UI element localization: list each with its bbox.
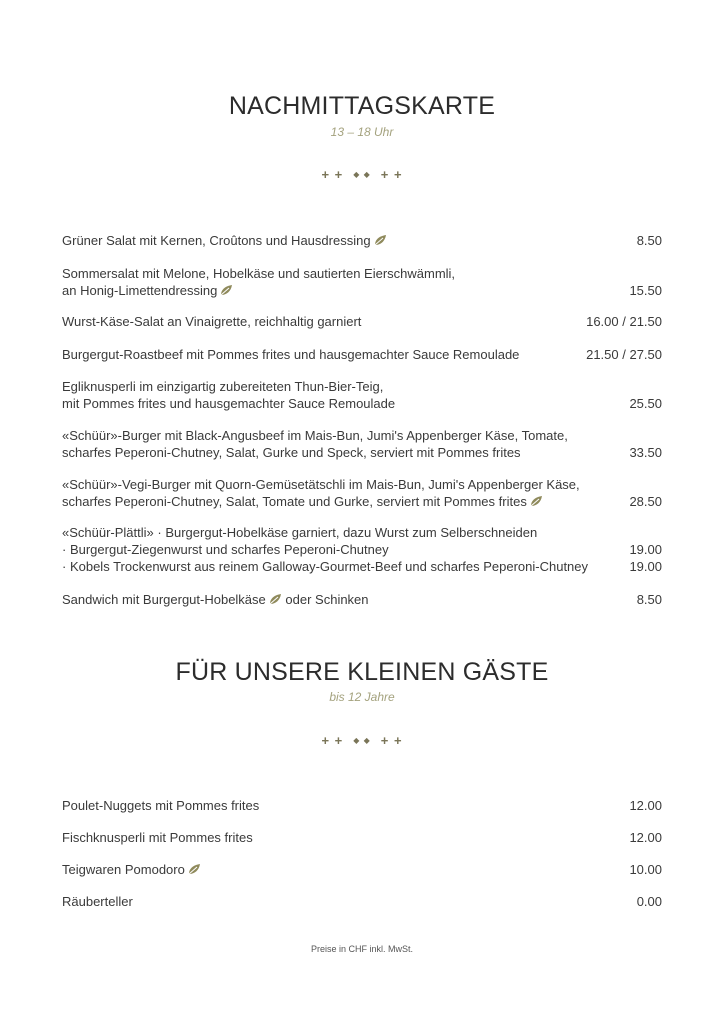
menu-item-name: Egliknusperli im einzigartig zubereiteten Thun-Bier-Teig, bbox=[62, 379, 384, 394]
menu-item-name: Sommersalat mit Melone, Hobelkäse und sautierten Eierschwämmli, bbox=[62, 266, 456, 281]
menu-item-price: 28.50 bbox=[629, 494, 662, 509]
ornament-divider: + + ◆ ◆ + + bbox=[321, 167, 403, 182]
menu-item-price: 8.50 bbox=[636, 592, 662, 607]
menu-item bbox=[62, 591, 662, 608]
menu-item-price: 15.50 bbox=[629, 283, 662, 298]
menu-item-name: Grüner Salat mit Kernen, Croûtons und Hausdressing bbox=[62, 232, 662, 249]
section-title-kids: FÜR UNSERE KLEINEN GÄSTE bbox=[175, 658, 549, 686]
menu-item bbox=[62, 378, 662, 412]
platter-option: · Kobels Trockenwurst aus reinem Galloway-Gourmet-Beef und scharfes Peperoni-Chutney 19.00 bbox=[62, 559, 662, 574]
vegetarian-leaf-icon bbox=[374, 233, 387, 245]
menu-item bbox=[62, 427, 662, 461]
ornament-divider: + + ◆ ◆ + + bbox=[321, 733, 403, 748]
menu-item-name: Teigwaren Pomodoro bbox=[62, 861, 662, 878]
vegetarian-leaf-icon bbox=[220, 283, 233, 295]
menu-item-name: Sandwich mit Burgergut-Hobelkäse oder Schinken bbox=[62, 592, 369, 607]
price-footnote: Preise in CHF inkl. MwSt. bbox=[310, 944, 414, 954]
vegetarian-leaf-icon bbox=[530, 494, 543, 506]
menu-item-name-line2: scharfes Peperoni-Chutney, Salat, Tomate und Gurke, serviert mit Pommes frites bbox=[62, 493, 662, 510]
menu-item bbox=[62, 893, 662, 910]
platter-option: · Burgergut-Ziegenwurst und scharfes Peperoni-Chutney 19.00 bbox=[62, 542, 662, 557]
menu-item-name-line2: mit Pommes frites und hausgemachter Sauce Remoulade bbox=[62, 396, 396, 411]
menu-item-price: 12.00 bbox=[629, 798, 662, 813]
platter-option-price: 19.00 bbox=[629, 559, 662, 574]
vegetarian-leaf-icon bbox=[269, 592, 282, 604]
menu-item-price: 33.50 bbox=[629, 445, 662, 460]
menu-item-price: 25.50 bbox=[629, 396, 662, 411]
platter-option-price: 19.00 bbox=[629, 542, 662, 557]
section-title-afternoon: NACHMITTAGSKARTE bbox=[228, 92, 496, 120]
menu-item-name: Räuberteller bbox=[62, 894, 133, 909]
menu-item bbox=[62, 861, 662, 878]
menu-item-name: «Schüür-Plättli» · Burgergut-Hobelkäse garniert, dazu Wurst zum Selberschneiden bbox=[62, 525, 538, 540]
menu-item-name: Fischknusperli mit Pommes frites bbox=[62, 830, 253, 845]
menu-item bbox=[62, 313, 662, 330]
menu-item bbox=[62, 346, 662, 363]
menu-item-price: 21.50 / 27.50 bbox=[586, 347, 662, 362]
menu-item-platter bbox=[62, 524, 662, 575]
vegetarian-leaf-icon bbox=[188, 862, 201, 874]
menu-item bbox=[62, 829, 662, 846]
menu-item-name: Poulet-Nuggets mit Pommes frites bbox=[62, 798, 260, 813]
menu-item-price: 8.50 bbox=[636, 233, 662, 248]
menu-item bbox=[62, 797, 662, 814]
section-subtitle-kids: bis 12 Jahre bbox=[329, 690, 395, 704]
menu-item bbox=[62, 476, 662, 510]
menu-item-price: 0.00 bbox=[636, 894, 662, 909]
menu-item-price: 16.00 / 21.50 bbox=[586, 314, 662, 329]
menu-item-price: 10.00 bbox=[629, 862, 662, 877]
menu-item-name: «Schüür»-Burger mit Black-Angusbeef im Mais-Bun, Jumi's Appenberger Käse, Tomate, bbox=[62, 428, 568, 443]
menu-item bbox=[62, 232, 662, 249]
menu-item-name: Wurst-Käse-Salat an Vinaigrette, reichhaltig garniert bbox=[62, 314, 362, 329]
menu-item-name: Burgergut-Roastbeef mit Pommes frites und hausgemachter Sauce Remoulade bbox=[62, 347, 520, 362]
menu-item-name: «Schüür»-Vegi-Burger mit Quorn-Gemüsetätschli im Mais-Bun, Jumi's Appenberger Käse, bbox=[62, 477, 580, 492]
menu-item-name-line2: an Honig-Limettendressing bbox=[62, 282, 662, 299]
menu-item bbox=[62, 265, 662, 299]
menu-item-name-line2: scharfes Peperoni-Chutney, Salat, Gurke und Speck, serviert mit Pommes frites bbox=[62, 445, 521, 460]
menu-item-price: 12.00 bbox=[629, 830, 662, 845]
section-subtitle-afternoon: 13 – 18 Uhr bbox=[330, 125, 394, 139]
